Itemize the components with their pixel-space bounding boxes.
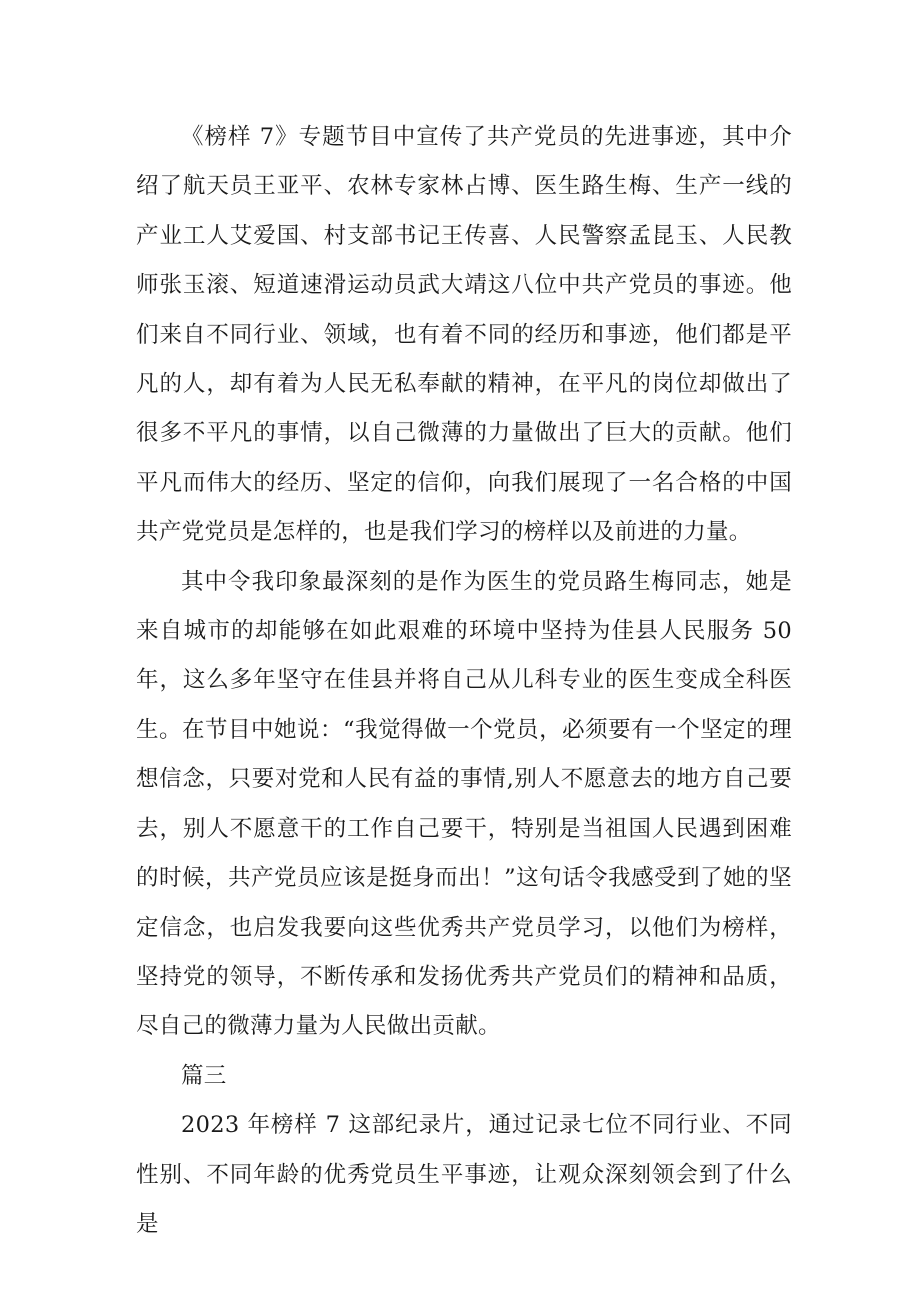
- section-heading: 篇三: [181, 1062, 227, 1089]
- paragraph-1: 《榜样 7》专题节目中宣传了共产党员的先进事迹，其中介绍了航天员王亚平、农林专家林占博、医生路生梅、生产一线的产业工人艾爱国、村支部书记王传喜、人民警察孟昆玉、人民教师张玉滚、短道速滑运动员武大靖这八位中共产党员的事迹。他们来自不同行业、领域，也有着不同的经历和事迹，他们都是平凡的人，却有着为人民无私奉献的精神，在平凡的岗位却做出了很多不平凡的事情，以自己微薄的力量做出了巨大的贡献。他们平凡而伟大的经历、坚定的信仰，向我们展现了一名合格的中国共产党党员是怎样的，也是我们学习的榜样以及前进的力量。: [136, 124, 792, 546]
- paragraph-2: 其中令我印象最深刻的是作为医生的党员路生梅同志，她是来自城市的却能够在如此艰难的环境中坚持为佳县人民服务 50 年，这么多年坚守在佳县并将自己从儿科专业的医生变成全科医生。在节目中她说：“我觉得做一个党员，必须要有一个坚定的理想信念，只要对党和人民有益的事情,别人不愿意去的地方自己要去，别人不愿意干的工作自己要干，特别是当祖国人民遇到困难的时候，共产党员应该是挺身而出！”这句话令我感受到了她的坚定信念，也启发我要向这些优秀共产党员学习，以他们为榜样，坚持党的领导，不断传承和发扬优秀共产党员们的精神和品质，尽自己的微薄力量为人民做出贡献。: [136, 568, 792, 1040]
- paragraph-3: 2023 年榜样 7 这部纪录片，通过记录七位不同行业、不同性别、不同年龄的优秀党员生平事迹，让观众深刻领会到了什么是: [136, 1112, 792, 1237]
- document-body: [136, 113, 792, 1249]
